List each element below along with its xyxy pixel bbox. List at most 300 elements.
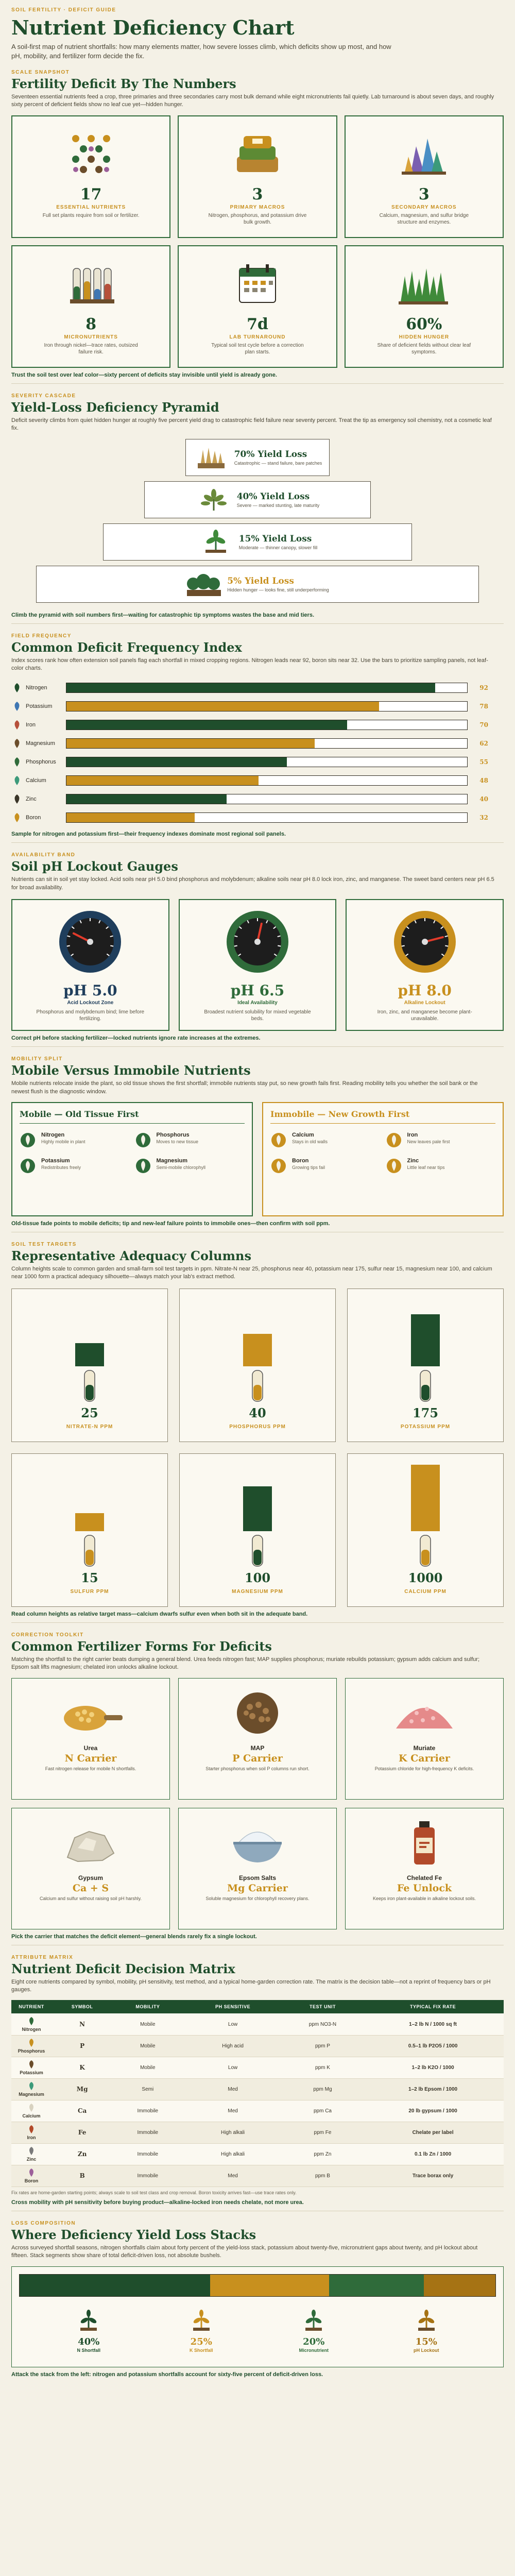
table-row	[11, 2078, 504, 2100]
fertilizer-name: MAP	[250, 1744, 265, 1752]
nutrient-leaf-icon	[27, 2081, 36, 2091]
fertilizer-carrier: Fe Unlock	[397, 1882, 452, 1894]
immobile-panel-title: Immobile — New Growth First	[270, 1109, 495, 1124]
matrix-symbol: Fe	[52, 2122, 113, 2143]
adequacy-column-card	[347, 1453, 504, 1607]
stats-section	[11, 70, 504, 384]
matrix-symbol: Ca	[52, 2100, 113, 2122]
divider	[11, 383, 504, 384]
nutrient-leaf-icon	[27, 2016, 36, 2026]
frequency-value: 62	[479, 740, 488, 748]
matrix-header: TEST UNIT	[283, 2000, 362, 2013]
nutrient-item	[20, 1132, 130, 1148]
section-eyebrow: SEVERITY CASCADE	[11, 393, 76, 399]
crop-sprout-icon	[77, 2309, 100, 2334]
nutrient-leaf-icon	[11, 682, 23, 693]
matrix-ph: Med	[182, 2078, 283, 2100]
nutrient-leaf-icon	[11, 738, 23, 749]
stack-value: 15%	[415, 2336, 437, 2347]
matrix-ph: Low	[182, 2013, 283, 2035]
frequency-name: Nitrogen	[26, 685, 47, 691]
adequacy-column-card	[11, 1289, 168, 1442]
nutrient-text	[407, 1158, 445, 1170]
ph-gauge-dial	[57, 908, 124, 978]
crop-sprout-icon	[302, 2309, 325, 2334]
stat-value: 60%	[406, 315, 442, 333]
adequacy-column-card	[347, 1289, 504, 1442]
nutrient-desc: Little leaf near tips	[407, 1165, 445, 1170]
hero-eyebrow: SOIL FERTILITY · DEFICIT GUIDE	[11, 7, 116, 13]
matrix-mobility: Immobile	[113, 2122, 182, 2143]
matrix-nutrient-name: Nitrogen	[22, 2027, 41, 2032]
test-tube-icon	[419, 1534, 432, 1567]
section-takeaway: Correct pH before stacking fertilizer—locked nutrients ignore rate increases at the extremes.	[11, 1035, 261, 1042]
section-desc: Across surveyed shortfall seasons, nitrogen shortfalls claim about forty percent of the yield-loss stack, potassium about twenty-five, micronutrient gaps about twenty, and pH lockout about fifteen. Stack segments show share of total deficit-driven loss, not absolute bushels.	[11, 2244, 478, 2259]
matrix-nutrient-cell	[11, 2013, 52, 2035]
matrix-nutrient-name: Calcium	[22, 2113, 41, 2119]
test-tubes-icon	[63, 256, 119, 312]
page-title: Nutrient Deficiency Chart	[11, 16, 295, 39]
fertilizer-card	[11, 1808, 170, 1929]
matrix-nutrient-cell	[11, 2078, 52, 2100]
divider	[11, 1046, 504, 1047]
stack-label: K Shortfall	[189, 2347, 213, 2353]
ph-gauge-card	[346, 899, 504, 1031]
section-title: Fertility Deficit By The Numbers	[11, 76, 236, 92]
fertilizer-carrier: K Carrier	[399, 1752, 450, 1764]
nutrient-icon	[270, 1158, 287, 1174]
section-desc: Index scores rank how often extension soil panels flag each shortfall in mixed cropping regions. Nitrogen leads near 92, boron sits near 32. Use the bars to prioritize sampling panels, not leaf-color charts.	[11, 657, 488, 672]
matrix-nutrient-cell	[11, 2100, 52, 2122]
nutrient-name: Nitrogen	[41, 1132, 65, 1138]
ph-gauge-card	[11, 899, 169, 1031]
nutrient-text	[407, 1132, 450, 1144]
frequency-track	[66, 738, 468, 749]
adequacy-label: POTASSIUM PPM	[400, 1423, 451, 1430]
frequency-value: 92	[479, 684, 488, 692]
stat-value: 7d	[247, 315, 268, 333]
stat-label: HIDDEN HUNGER	[399, 334, 450, 340]
nutrient-icon	[20, 1158, 36, 1174]
matrix-symbol: P	[52, 2035, 113, 2057]
fertilizer-carrier: Ca + S	[72, 1882, 109, 1894]
frequency-name: Boron	[26, 815, 41, 821]
nutrient-name: Boron	[292, 1158, 309, 1164]
matrix-unit: ppm B	[283, 2165, 362, 2187]
section-desc: Eight core nutrients compared by symbol, mobility, pH sensitivity, test method, and a typical home-garden correction rate. The matrix is the decision table—not a reprint of frequency bars or pH gauges.	[11, 1978, 491, 1993]
stack-segment	[424, 2275, 495, 2296]
stack-legend-item	[275, 2309, 352, 2353]
ph-label: Ideal Availability	[237, 1000, 278, 1006]
adequacy-label: MAGNESIUM PPM	[232, 1588, 283, 1595]
adequacy-label: CALCIUM PPM	[404, 1588, 447, 1595]
matrix-nutrient-name: Boron	[24, 2178, 39, 2184]
nutrient-desc: Moves to new tissue	[156, 1139, 199, 1144]
fertilizer-name: Urea	[83, 1744, 98, 1752]
nutrient-leaf-icon	[11, 719, 23, 731]
matrix-symbol: Zn	[52, 2143, 113, 2165]
adequacy-bar	[75, 1513, 104, 1531]
section-desc: Nutrients can sit in soil yet stay locked. Acid soils near pH 5.0 bind phosphorus and molybdenum; alkaline soils near pH 8.0 lock iron, zinc, and manganese. The sweet band centers near pH 6.5 for broad availability.	[11, 876, 494, 891]
matrix-mobility: Mobile	[113, 2035, 182, 2057]
table-row	[11, 2013, 504, 2035]
fertilizer-name: Chelated Fe	[406, 1874, 442, 1882]
section-takeaway: Attack the stack from the left: nitrogen and potassium shortfalls account for sixty-five percent of deficit-driven loss.	[11, 2371, 323, 2378]
tier-text: Catastrophic — stand failure, bare patches	[234, 460, 322, 466]
nutrient-item	[270, 1132, 381, 1148]
seedling-icon	[198, 528, 234, 556]
adequacy-value: 1000	[408, 1570, 443, 1585]
fertilizer-desc: Potassium chloride for high-frequency K deficits.	[374, 1766, 474, 1771]
frequency-value: 48	[479, 777, 488, 785]
pyramid-tier	[36, 566, 479, 603]
ph-label: Alkaline Lockout	[404, 1000, 445, 1006]
table-row	[11, 2057, 504, 2078]
matrix-unit: ppm P	[283, 2035, 362, 2057]
matrix-ph: High acid	[182, 2035, 283, 2057]
adequacy-column-card	[11, 1453, 168, 1607]
tier-text: Severe — marked stunting, late maturity	[236, 502, 320, 508]
wilted-plant-icon	[196, 485, 232, 514]
matrix-header: NUTRIENT	[11, 2000, 52, 2013]
adequacy-value: 15	[81, 1570, 98, 1585]
fertilizer-card	[178, 1808, 337, 1929]
section-takeaway: Climb the pyramid with soil numbers first—waiting for catastrophic tip symptoms wastes the base and mid tiers.	[11, 612, 315, 618]
stack-legend-item	[163, 2309, 240, 2353]
ph-value: pH 8.0	[398, 982, 452, 999]
stat-value: 17	[80, 185, 102, 204]
nutrient-desc: Growing tips fail	[292, 1165, 325, 1170]
ph-desc: Phosphorus and molybdenum bind; lime before fertilizing.	[36, 1009, 145, 1022]
matrix-nutrient-name: Magnesium	[19, 2092, 44, 2097]
section-title: Common Deficit Frequency Index	[11, 639, 242, 655]
epsom-bowl-icon	[219, 1815, 296, 1871]
matrix-mobility: Immobile	[113, 2100, 182, 2122]
stat-card	[178, 115, 337, 238]
matrix-header: SYMBOL	[52, 2000, 113, 2013]
frequency-value: 55	[479, 758, 488, 766]
stack-legend-item	[50, 2309, 127, 2353]
section-desc: Seventeen essential nutrients feed a crop, three primaries and three secondaries carry most bulk demand while eight micronutrients fail quietly. Lab turnaround is about seven days, and roughly sixty percent of deficient fields show no leaf cue yet—hidden hunger.	[11, 94, 494, 108]
matrix-ph: Low	[182, 2057, 283, 2078]
matrix-ph: Med	[182, 2100, 283, 2122]
section-takeaway: Old-tissue fade points to mobile deficits; tip and new-leaf failure points to immobile ones—then confirm with soil ppm.	[11, 1221, 330, 1227]
frequency-track	[66, 683, 468, 693]
stack-value: 40%	[78, 2336, 100, 2347]
stat-desc: Full set plants require from soil or fertilizer.	[42, 212, 140, 218]
stat-label: MICRONUTRIENTS	[64, 334, 118, 340]
frequency-value: 70	[479, 721, 488, 729]
stat-value: 3	[252, 185, 263, 204]
nutrient-name: Magnesium	[156, 1158, 188, 1164]
adequacy-bar	[243, 1334, 272, 1366]
nutrient-name: Zinc	[407, 1158, 419, 1164]
stat-label: SECONDARY MACROS	[391, 204, 457, 210]
matrix-rate: Chelate per label	[362, 2122, 504, 2143]
test-tube-icon	[419, 1369, 432, 1402]
nutrient-item	[270, 1158, 381, 1174]
fertilizer-name: Epsom Salts	[238, 1874, 277, 1882]
nutrient-icon	[386, 1158, 402, 1174]
section-eyebrow: CORRECTION TOOLKIT	[11, 1632, 84, 1638]
mobility-section	[11, 1056, 504, 1232]
page-subtitle: A soil-first map of nutrient shortfalls: how many elements matter, how severe losses climb, which deficits show up most, and how pH, mobility, and fertilizer form decide the fix.	[11, 43, 391, 60]
stat-desc: Iron through nickel—trace rates, outsized failure risk.	[44, 342, 138, 355]
nutrient-text	[157, 1132, 199, 1144]
nutrient-item	[20, 1158, 130, 1174]
section-eyebrow: SCALE SNAPSHOT	[11, 70, 70, 76]
urea-scoop-icon	[52, 1685, 129, 1741]
section-takeaway: Sample for nitrogen and potassium first—their frequency indexes dominate most regional soil panels.	[11, 831, 286, 838]
section-takeaway: Read column heights as relative target mass—calcium dwarfs sulfur even when both sit in the adequate band.	[11, 1611, 308, 1617]
nutrient-icon	[20, 1132, 36, 1148]
stack-segment	[20, 2275, 210, 2296]
nutrient-text	[157, 1158, 206, 1170]
frequency-row	[11, 716, 504, 734]
frequency-section	[11, 633, 504, 843]
section-eyebrow: SOIL TEST TARGETS	[11, 1242, 77, 1247]
nutrient-item	[135, 1132, 245, 1148]
nutrient-leaf-icon	[11, 793, 23, 805]
section-title: Nutrient Deficit Decision Matrix	[11, 1961, 235, 1976]
nutrient-dots-icon	[63, 126, 119, 182]
matrix-header: PH SENSITIVE	[182, 2000, 283, 2013]
stack-value: 25%	[190, 2336, 212, 2347]
stack-segment	[210, 2275, 329, 2296]
nutrient-leaf-icon	[11, 775, 23, 786]
stack-section	[11, 2221, 504, 2378]
mobile-panel-title: Mobile — Old Tissue First	[20, 1109, 245, 1124]
frequency-value: 40	[479, 795, 488, 803]
frequency-bar	[66, 776, 259, 785]
pyramid-tier	[185, 439, 330, 476]
section-eyebrow: FIELD FREQUENCY	[11, 633, 72, 639]
tier-value: 15% Yield Loss	[238, 533, 312, 544]
frequency-row	[11, 790, 504, 808]
stack-legend-item	[388, 2309, 465, 2353]
nutrient-leaf-icon	[11, 812, 23, 823]
fertilizer-card	[11, 1678, 170, 1800]
adequacy-bar	[411, 1465, 440, 1531]
divider	[11, 1622, 504, 1623]
stat-value: 3	[418, 185, 430, 204]
matrix-ph: Med	[182, 2165, 283, 2187]
matrix-rate: 1–2 lb K2O / 1000	[362, 2057, 504, 2078]
ph-gauge-dial	[224, 908, 291, 978]
tier-text: Hidden hunger — looks fine, still underperforming	[227, 587, 329, 592]
fertilizer-desc: Calcium and sulfur without raising soil pH harshly.	[40, 1895, 142, 1901]
frequency-bar	[66, 720, 347, 730]
adequacy-bar	[75, 1343, 104, 1366]
fertilizer-name: Muriate	[413, 1744, 436, 1752]
matrix-symbol: K	[52, 2057, 113, 2078]
section-takeaway: Pick the carrier that matches the deficit element—general blends rarely fix a single lockout.	[11, 1933, 257, 1940]
adequacy-label: SULFUR PPM	[70, 1588, 109, 1595]
adequacy-label: PHOSPHORUS PPM	[229, 1423, 286, 1430]
nutrient-text	[292, 1158, 325, 1170]
columns-section	[11, 1242, 504, 1623]
matrix-header: MOBILITY	[113, 2000, 182, 2013]
adequacy-bar	[411, 1314, 440, 1366]
section-title: Common Fertilizer Forms For Deficits	[11, 1638, 272, 1654]
calendar-icon	[229, 256, 286, 312]
section-takeaway: Trust the soil test over leaf color—sixty percent of deficits stay invisible until yield is already gone.	[11, 371, 277, 378]
fertilizer-card	[178, 1678, 337, 1800]
adequacy-column-card	[179, 1453, 336, 1607]
nutrient-icon	[270, 1132, 287, 1148]
fertilizer-carrier: P Carrier	[232, 1752, 283, 1764]
stat-card	[345, 115, 504, 238]
stack-segment	[329, 2275, 424, 2296]
matrix-symbol: B	[52, 2165, 113, 2187]
frequency-row	[11, 734, 504, 753]
fertilizer-name: Gypsum	[78, 1874, 103, 1882]
frequency-row	[11, 753, 504, 771]
matrix-mobility: Semi	[113, 2078, 182, 2100]
frequency-bar	[66, 794, 227, 804]
fertilizer-section	[11, 1632, 504, 1945]
matrix-symbol: Mg	[52, 2078, 113, 2100]
section-desc: Column heights scale to common garden and small-farm soil test targets in ppm. Nitrate-N near 25, phosphorus near 40, potassium near 175, sulfur near 15, magnesium near 100, and calcium near 1000 form a practical adequacy silhouette—always match your lab's extract method.	[11, 1266, 492, 1280]
stack-label: N Shortfall	[77, 2347, 100, 2353]
frequency-row	[11, 679, 504, 697]
nutrient-icon	[386, 1132, 402, 1148]
adequacy-bar	[243, 1486, 272, 1531]
adequacy-value: 175	[412, 1405, 439, 1420]
muriate-pile-icon	[386, 1685, 463, 1741]
tier-value: 70% Yield Loss	[234, 449, 307, 460]
nutrient-leaf-icon	[11, 701, 23, 712]
matrix-section	[11, 1955, 504, 2211]
table-row	[11, 2035, 504, 2057]
matrix-mobility: Immobile	[113, 2143, 182, 2165]
matrix-rate: 0.5–1 lb P2O5 / 1000	[362, 2035, 504, 2057]
pyramid-section	[11, 393, 504, 624]
nutrient-item	[386, 1132, 496, 1148]
matrix-nutrient-name: Potassium	[20, 2070, 43, 2076]
nutrient-name: Calcium	[292, 1132, 314, 1138]
frequency-track	[66, 701, 468, 711]
matrix-unit: ppm Zn	[283, 2143, 362, 2165]
matrix-footnote: Fix rates are home-garden starting points; always scale to soil test class and crop removal. Boron toxicity arrives fast—use trace rates only.	[11, 2190, 297, 2195]
frequency-bar	[66, 702, 379, 711]
frequency-name: Zinc	[26, 796, 37, 803]
nutrient-text	[41, 1132, 85, 1144]
dry-field-icon	[193, 443, 229, 472]
section-eyebrow: LOSS COMPOSITION	[11, 2220, 76, 2226]
adequacy-value: 100	[244, 1570, 271, 1585]
stat-label: LAB TURNAROUND	[229, 334, 286, 340]
nutrient-leaf-icon	[27, 2125, 36, 2134]
nutrient-desc: New leaves pale first	[407, 1139, 450, 1144]
adequacy-value: 40	[249, 1405, 266, 1420]
fertilizer-card	[345, 1678, 504, 1800]
test-tube-icon	[83, 1534, 96, 1567]
frequency-track	[66, 757, 468, 767]
nutrient-name: Phosphorus	[156, 1132, 190, 1138]
frequency-name: Phosphorus	[26, 759, 56, 766]
stat-card	[178, 245, 337, 368]
nutrient-icon	[135, 1158, 151, 1174]
matrix-unit: ppm NO3-N	[283, 2013, 362, 2035]
section-eyebrow: MOBILITY SPLIT	[11, 1056, 63, 1062]
stat-desc: Nitrogen, phosphorus, and potassium drive bulk growth.	[208, 212, 307, 225]
stat-desc: Typical soil test cycle before a correction plan starts.	[211, 342, 304, 355]
frequency-row	[11, 808, 504, 827]
nutrient-desc: Stays in old walls	[292, 1139, 328, 1144]
section-eyebrow: AVAILABILITY BAND	[11, 852, 76, 858]
fertilizer-card	[345, 1808, 504, 1929]
frequency-track	[66, 812, 468, 823]
ph-label: Acid Lockout Zone	[67, 1000, 114, 1006]
fertilizer-carrier: Mg Carrier	[227, 1882, 288, 1894]
matrix-rate: 0.1 lb Zn / 1000	[362, 2143, 504, 2165]
matrix-unit: ppm Ca	[283, 2100, 362, 2122]
matrix-mobility: Mobile	[113, 2057, 182, 2078]
matrix-rate: 1–2 lb Epsom / 1000	[362, 2078, 504, 2100]
fertilizer-desc: Keeps iron plant-available in alkaline lockout soils.	[372, 1895, 476, 1901]
frequency-name: Iron	[26, 722, 36, 728]
ph-desc: Iron, zinc, and manganese become plant-unavailable.	[377, 1009, 472, 1022]
matrix-header: TYPICAL FIX RATE	[362, 2000, 504, 2013]
nutrient-text	[41, 1158, 81, 1170]
stat-value: 8	[85, 315, 97, 333]
fertilizer-desc: Fast nitrogen release for mobile N shortfalls.	[45, 1766, 136, 1771]
nutrient-leaf-icon	[11, 756, 23, 768]
stat-card	[11, 245, 170, 368]
matrix-mobility: Mobile	[113, 2013, 182, 2035]
stat-label: ESSENTIAL NUTRIENTS	[56, 204, 126, 210]
test-tube-icon	[83, 1369, 96, 1402]
immobile-panel	[262, 1102, 504, 1216]
test-tube-icon	[251, 1534, 264, 1567]
nutrient-desc: Semi-mobile chlorophyll	[156, 1165, 206, 1170]
map-granules-icon	[219, 1685, 296, 1741]
stat-desc: Share of deficient fields without clear leaf symptoms.	[377, 342, 471, 355]
matrix-nutrient-name: Iron	[27, 2135, 36, 2141]
matrix-nutrient-cell	[11, 2035, 52, 2057]
matrix-unit: ppm Fe	[283, 2122, 362, 2143]
loss-stack	[11, 2266, 504, 2367]
matrix-unit: ppm K	[283, 2057, 362, 2078]
nutrient-desc: Highly mobile in plant	[41, 1139, 85, 1144]
nutrient-leaf-icon	[27, 2103, 36, 2112]
frequency-value: 78	[479, 703, 488, 710]
frequency-value: 32	[479, 814, 488, 822]
stat-desc: Calcium, magnesium, and sulfur bridge structure and enzymes.	[379, 212, 469, 225]
adequacy-column-card	[179, 1289, 336, 1442]
frequency-bar	[66, 813, 195, 822]
stack-label: Micronutrient	[299, 2347, 329, 2353]
table-row	[11, 2165, 504, 2187]
frequency-track	[66, 794, 468, 804]
matrix-rate: 1–2 lb N / 1000 sq ft	[362, 2013, 504, 2035]
frequency-name: Calcium	[26, 777, 46, 784]
mineral-crystals-icon	[396, 126, 452, 182]
section-desc: Deficit severity climbs from quiet hidden hunger at roughly five percent yield drag to catastrophic field failure near seventy percent. Treat the tip as emergency soil chemistry, not a cosmetic leaf fix.	[11, 417, 492, 432]
stack-label: pH Lockout	[414, 2347, 439, 2353]
tier-text: Moderate — thinner canopy, slower fill	[238, 545, 318, 550]
nutrient-leaf-icon	[27, 2146, 36, 2156]
nutrient-icon	[135, 1132, 151, 1148]
frequency-name: Magnesium	[26, 740, 55, 747]
section-title: Mobile Versus Immobile Nutrients	[11, 1063, 251, 1078]
matrix-nutrient-cell	[11, 2057, 52, 2078]
stack-bar	[19, 2274, 496, 2297]
tier-value: 5% Yield Loss	[227, 575, 294, 586]
nutrient-item	[386, 1158, 496, 1174]
fertilizer-desc: Starter phosphorus when soil P columns run short.	[205, 1766, 310, 1771]
